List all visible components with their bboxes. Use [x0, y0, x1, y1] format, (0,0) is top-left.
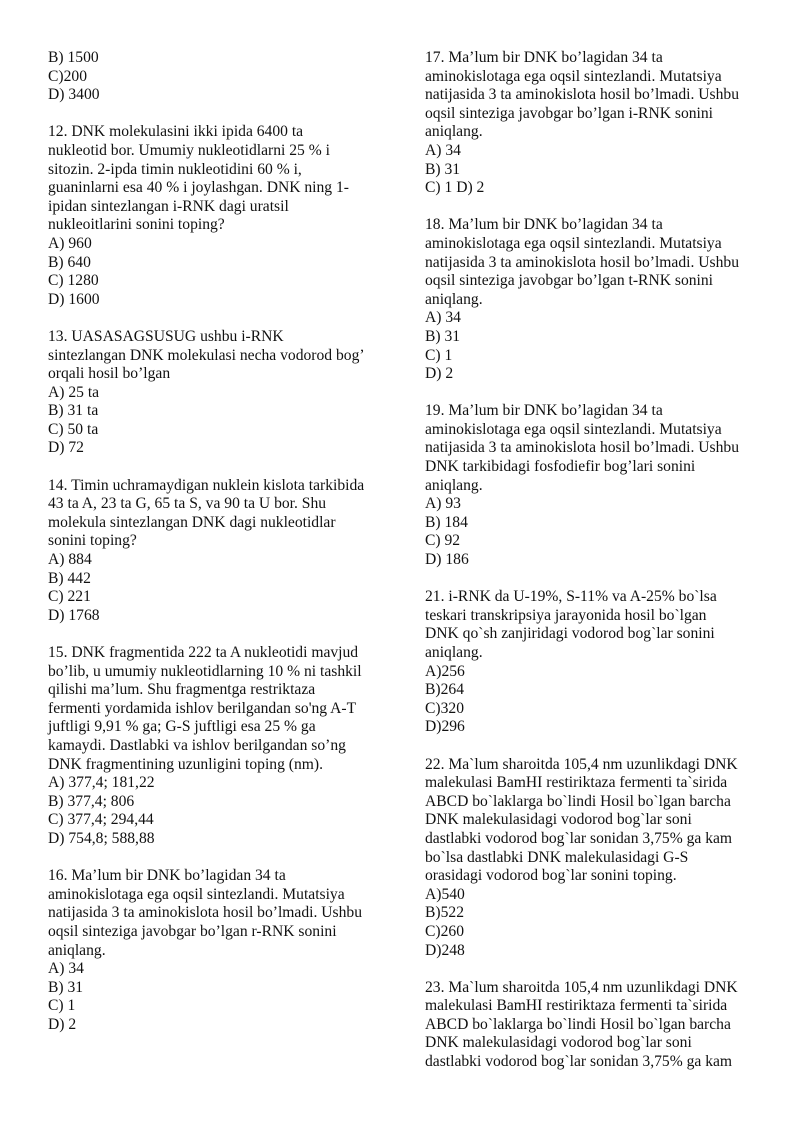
- text-line: 17. Ma’lum bir DNK bo’lagidan 34 ta: [425, 49, 663, 66]
- text-line: sonini toping?: [48, 532, 137, 550]
- text-line: natijasida 3 ta aminokislota hosil bo’lmadi. Ushbu: [425, 253, 739, 271]
- text-line: D) 2: [425, 365, 454, 383]
- text-line: B) 31: [425, 160, 461, 178]
- question-block: [425, 756, 755, 961]
- text-line: A) 884: [48, 551, 92, 569]
- text-line: A)540: [425, 885, 465, 903]
- text-line: D) 72: [48, 439, 84, 457]
- text-line: bo’lib, u umumiy nukleotidlarning 10 % ni tashkil: [48, 662, 362, 680]
- text-line: orqali hosil bo’lgan: [48, 365, 171, 383]
- text-line: oqsil sinteziga javobgar bo’lgan t-RNK sonini: [425, 272, 714, 290]
- text-line: aniqlang.: [425, 290, 483, 308]
- text-line: aminokislotaga ega oqsil sintezlandi. Mutatsiya: [425, 234, 722, 252]
- text-line: nukleoitlarini sonini toping?: [48, 216, 225, 234]
- text-line: C)200: [48, 67, 87, 85]
- text-line: 15. DNK fragmentida 222 ta A nukleotidi mavjud: [48, 644, 359, 661]
- question-block: [48, 49, 388, 105]
- left-column: [48, 49, 388, 1053]
- text-line: ipidan sintezlangan i-RNK dagi uratsil: [48, 197, 289, 215]
- text-line: D)296: [425, 718, 465, 736]
- question-block: [48, 644, 388, 849]
- text-line: B) 377,4; 806: [48, 792, 135, 810]
- text-line: aminokislotaga ega oqsil sintezlandi. Mutatsiya: [425, 420, 722, 438]
- text-line: C) 1280: [48, 272, 99, 290]
- text-line: A) 377,4; 181,22: [48, 774, 155, 792]
- text-line: B) 184: [425, 513, 468, 531]
- text-line: ABCD bo`laklarga bo`lindi Hosil bo`lgan barcha: [425, 1015, 731, 1033]
- text-line: B) 31 ta: [48, 402, 99, 420]
- text-line: natijasida 3 ta aminokislota hosil bo’lmadi. Ushbu: [425, 86, 739, 104]
- text-line: 23. Ma`lum sharoitda 105,4 nm uzunlikdagi DNK: [425, 978, 738, 996]
- text-line: 16. Ma’lum bir DNK bo’lagidan 34 ta: [48, 867, 286, 885]
- text-line: DNK malekulasidagi vodorod bog`lar soni: [425, 1034, 692, 1052]
- text-line: 19. Ma’lum bir DNK bo’lagidan 34 ta: [425, 402, 663, 420]
- text-line: DNK tarkibidagi fosfodiefir bog’lari sonini: [425, 458, 696, 476]
- text-line: C) 92: [425, 532, 461, 550]
- text-line: 13. UASASAGSUSUG ushbu i-RNK: [48, 327, 284, 345]
- text-line: C) 1 D) 2: [425, 179, 485, 197]
- question-block: [425, 49, 755, 198]
- text-line: 22. Ma`lum sharoitda 105,4 nm uzunlikdagi DNK: [425, 755, 738, 773]
- text-line: aniqlang.: [48, 941, 106, 959]
- text-line: B)264: [425, 681, 464, 699]
- question-block: [48, 123, 388, 309]
- text-line: D) 3400: [48, 86, 100, 104]
- text-line: B) 442: [48, 569, 91, 587]
- text-line: C) 1: [48, 997, 76, 1015]
- text-line: 12. DNK molekulasini ikki ipida 6400 ta: [48, 123, 304, 141]
- text-line: fermenti yordamida ishlov berilgandan so'ng A-T: [48, 699, 357, 717]
- text-line: sitozin. 2-ipda timin nukleotidini 60 % i,: [48, 160, 302, 178]
- question-block: [48, 328, 388, 458]
- text-line: D) 1768: [48, 606, 100, 624]
- text-line: aniqlang.: [425, 644, 483, 661]
- text-line: ABCD bo`laklarga bo`lindi Hosil bo`lgan barcha: [425, 792, 731, 810]
- text-line: aminokislotaga ega oqsil sintezlandi. Mutatsiya: [425, 67, 722, 85]
- text-line: aniqlang.: [425, 476, 483, 494]
- text-line: B) 31: [425, 327, 461, 345]
- text-line: 21. i-RNK da U-19%, S-11% va A-25% bo`lsa: [425, 588, 717, 606]
- text-line: malekulasi BamHI restiriktaza fermenti ta`sirida: [425, 997, 728, 1015]
- text-line: guaninlarni esa 40 % i joylashgan. DNK ning 1-: [48, 179, 349, 197]
- text-line: 43 ta A, 23 ta G, 65 ta S, va 90 ta U bor. Shu: [48, 495, 327, 513]
- text-line: A) 34: [425, 309, 461, 327]
- text-line: A) 34: [425, 141, 461, 159]
- text-line: C) 50 ta: [48, 420, 99, 438]
- text-line: B)522: [425, 904, 464, 922]
- text-line: oqsil sinteziga javobgar bo’lgan r-RNK sonini: [48, 922, 337, 940]
- text-line: teskari transkripsiya jarayonida hosil bo`lgan: [425, 606, 707, 624]
- right-column: [425, 49, 755, 1090]
- text-line: A) 960: [48, 234, 92, 252]
- question-block: [425, 979, 755, 1072]
- text-line: C) 377,4; 294,44: [48, 811, 154, 829]
- text-line: natijasida 3 ta aminokislota hosil bo’lmadi. Ushbu: [425, 439, 739, 457]
- text-line: qilishi ma’lum. Shu fragmentga restriktaza: [48, 681, 316, 699]
- text-line: bo`lsa dastlabki DNK malekulasidagi G-S: [425, 848, 689, 866]
- text-line: oqsil sinteziga javobgar bo’lgan i-RNK sonini: [425, 104, 714, 122]
- text-line: B) 31: [48, 978, 84, 996]
- text-line: orasidagi vodorod bog`lar sonini toping.: [425, 867, 677, 885]
- text-line: A) 34: [48, 960, 84, 978]
- text-line: nukleotid bor. Umumiy nukleotidlarni 25 % i: [48, 141, 330, 159]
- text-line: D) 1600: [48, 290, 100, 308]
- text-line: D)248: [425, 941, 465, 959]
- text-line: dastlabki vodorod bog`lar sonidan 3,75% ga kam: [425, 1053, 733, 1071]
- question-block: [48, 867, 388, 1034]
- text-line: D) 754,8; 588,88: [48, 829, 155, 847]
- question-block: [425, 402, 755, 569]
- text-line: malekulasi BamHI restiriktaza fermenti ta`sirida: [425, 774, 728, 792]
- text-line: molekula sintezlangan DNK dagi nukleotidlar: [48, 513, 336, 531]
- text-line: DNK qo`sh zanjiridagi vodorod bog`lar sonini: [425, 625, 715, 643]
- question-block: [425, 588, 755, 737]
- text-line: aniqlang.: [425, 123, 483, 141]
- text-line: C)320: [425, 699, 464, 717]
- text-line: kamaydi. Dastlabki va ishlov berilgandan so’ng: [48, 736, 346, 754]
- text-line: D) 2: [48, 1015, 77, 1033]
- question-block: [425, 216, 755, 383]
- text-line: A) 93: [425, 495, 461, 513]
- question-block: [48, 477, 388, 626]
- text-line: B) 1500: [48, 49, 99, 66]
- text-line: sintezlangan DNK molekulasi necha vodorod bog’: [48, 346, 365, 364]
- text-line: aminokislotaga ega oqsil sintezlandi. Mutatsiya: [48, 885, 345, 903]
- text-line: juftligi 9,91 % ga; G-S juftligi esa 25 % ga: [48, 718, 316, 736]
- text-line: C) 1: [425, 346, 453, 364]
- text-line: DNK malekulasidagi vodorod bog`lar soni: [425, 811, 692, 829]
- text-line: natijasida 3 ta aminokislota hosil bo’lmadi. Ushbu: [48, 904, 362, 922]
- text-line: D) 186: [425, 551, 469, 569]
- text-line: C)260: [425, 922, 464, 940]
- text-line: dastlabki vodorod bog`lar sonidan 3,75% ga kam: [425, 829, 733, 847]
- text-line: 18. Ma’lum bir DNK bo’lagidan 34 ta: [425, 216, 663, 234]
- text-line: DNK fragmentining uzunligini toping (nm).: [48, 755, 324, 773]
- text-line: A) 25 ta: [48, 383, 100, 401]
- text-line: A)256: [425, 662, 465, 680]
- text-line: C) 221: [48, 588, 91, 606]
- text-line: B) 640: [48, 253, 91, 271]
- text-line: 14. Timin uchramaydigan nuklein kislota tarkibida: [48, 476, 365, 494]
